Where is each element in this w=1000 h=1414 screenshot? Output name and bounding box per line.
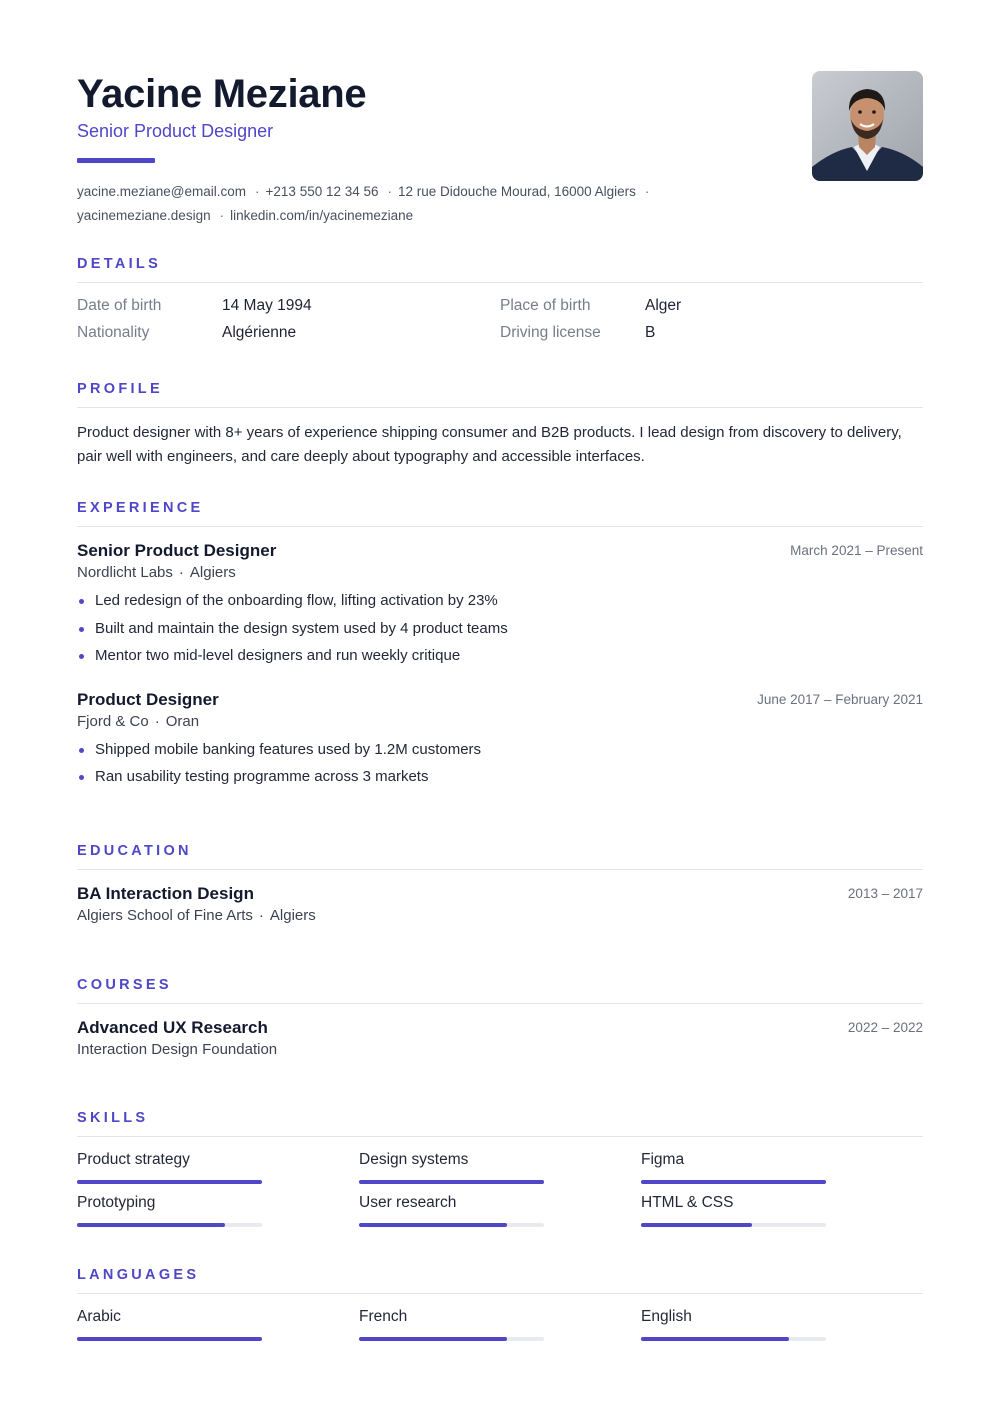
list-item xyxy=(77,615,923,643)
contact-linkedin[interactable]: linkedin.com/in/yacinemeziane xyxy=(230,208,414,223)
list-item xyxy=(77,587,923,615)
detail-label-dob: Date of birth xyxy=(77,297,162,314)
section-divider xyxy=(77,526,923,527)
job-org xyxy=(77,564,923,581)
course-provider: Interaction Design Foundation xyxy=(77,1041,278,1058)
resume-page xyxy=(77,0,923,1414)
language-level-fill xyxy=(77,1337,262,1341)
courses-heading: COURSES xyxy=(77,977,172,993)
skill-item xyxy=(641,1151,826,1169)
school-location: Algiers xyxy=(269,907,316,924)
skill-item xyxy=(77,1194,262,1212)
skill-name: Product strategy xyxy=(77,1151,190,1168)
job-dates: March 2021 – Present xyxy=(790,543,923,558)
course-dates: 2022 – 2022 xyxy=(847,1020,923,1035)
skill-level-track xyxy=(359,1223,544,1227)
skill-name: Design systems xyxy=(359,1151,469,1168)
skill-item xyxy=(359,1151,544,1169)
experience-entry xyxy=(77,541,923,670)
skill-level-fill xyxy=(77,1180,262,1184)
profile-photo-image xyxy=(812,71,923,181)
detail-value-license: B xyxy=(645,324,656,341)
contact-email[interactable]: yacine.meziane@email.com xyxy=(77,184,247,199)
job-org xyxy=(77,713,923,730)
job-location: Algiers xyxy=(189,564,236,581)
title-accent-rule xyxy=(77,158,155,163)
language-level-track xyxy=(77,1337,262,1341)
bullet-dot-icon xyxy=(79,654,84,659)
languages-heading: LANGUAGES xyxy=(77,1267,200,1283)
section-divider xyxy=(77,282,923,283)
school-name: Algiers School of Fine Arts xyxy=(77,907,253,924)
bullet-dot-icon xyxy=(79,627,84,632)
bullet-text: Ran usability testing programme across 3 markets xyxy=(95,768,429,785)
job-company: Fjord & Co xyxy=(77,712,149,730)
language-level-fill xyxy=(641,1337,789,1341)
job-role: Product Designer xyxy=(77,689,219,709)
contact-address: 12 rue Didouche Mourad, 16000 Algiers xyxy=(398,184,636,199)
org-separator: · xyxy=(154,712,160,730)
contact-phone[interactable]: +213 550 12 34 56 xyxy=(265,184,379,199)
skill-level-fill xyxy=(359,1223,507,1227)
bullet-text: Shipped mobile banking features used by 1.2M customers xyxy=(95,740,482,758)
language-level-fill xyxy=(359,1337,507,1341)
job-location: Oran xyxy=(165,712,200,730)
contact-separator: · xyxy=(219,208,225,223)
list-item xyxy=(77,736,923,764)
job-bullets xyxy=(77,736,923,791)
contact-website[interactable]: yacinemeziane.design xyxy=(77,208,211,223)
detail-value-nationality: Algérienne xyxy=(222,324,297,341)
contact-separator: · xyxy=(387,184,393,199)
profile-section xyxy=(77,381,923,469)
contact-separator: · xyxy=(255,184,260,199)
job-company: Nordlicht Labs xyxy=(77,564,173,581)
language-name: English xyxy=(641,1308,692,1325)
details-heading: DETAILS xyxy=(77,256,162,272)
skill-level-track xyxy=(641,1180,826,1184)
skill-name: HTML & CSS xyxy=(641,1194,734,1211)
experience-section xyxy=(77,500,923,791)
section-divider xyxy=(77,869,923,870)
education-dates: 2013 – 2017 xyxy=(847,886,923,901)
candidate-name: Yacine Meziane xyxy=(77,72,367,116)
detail-label-pob: Place of birth xyxy=(500,297,591,314)
detail-value-pob: Alger xyxy=(645,297,682,314)
contact-line xyxy=(77,180,717,228)
section-divider xyxy=(77,407,923,408)
language-level-track xyxy=(359,1337,544,1341)
education-org xyxy=(77,907,923,924)
bullet-text: Mentor two mid-level designers and run weekly critique xyxy=(95,647,461,664)
language-item xyxy=(641,1308,826,1326)
languages-grid xyxy=(77,1308,923,1358)
section-divider xyxy=(77,1293,923,1294)
skill-name: Prototyping xyxy=(77,1194,156,1211)
profile-summary: Product designer with 8+ years of experience shipping consumer and B2B products. I lead design from discovery to delivery, pair well with engineers, and care deeply about typography and accessible interfaces. xyxy=(77,424,902,465)
details-grid xyxy=(77,297,923,357)
skill-name: Figma xyxy=(641,1151,685,1168)
skill-level-track xyxy=(641,1223,826,1227)
bullet-dot-icon xyxy=(79,748,84,753)
contact-separator: · xyxy=(644,184,650,199)
skills-heading: SKILLS xyxy=(77,1110,149,1126)
degree-name: BA Interaction Design xyxy=(77,884,254,903)
detail-label-nationality: Nationality xyxy=(77,324,150,341)
candidate-title: Senior Product Designer xyxy=(77,121,274,141)
courses-section xyxy=(77,977,923,1058)
skill-name: User research xyxy=(359,1194,457,1211)
list-item xyxy=(77,642,923,670)
detail-label-license: Driving license xyxy=(500,324,601,341)
language-item xyxy=(359,1308,544,1326)
experience-heading: EXPERIENCE xyxy=(77,500,204,516)
section-divider xyxy=(77,1003,923,1004)
job-role: Senior Product Designer xyxy=(77,541,277,560)
org-separator: · xyxy=(258,907,264,924)
language-item xyxy=(77,1308,262,1326)
education-section xyxy=(77,843,923,924)
details-section xyxy=(77,256,923,357)
skill-level-track xyxy=(77,1223,262,1227)
org-separator: · xyxy=(178,564,184,581)
bullet-dot-icon xyxy=(79,599,84,604)
language-name: French xyxy=(359,1308,408,1325)
experience-entry xyxy=(77,690,923,791)
detail-value-dob: 14 May 1994 xyxy=(222,297,312,314)
language-name: Arabic xyxy=(77,1308,121,1325)
education-entry xyxy=(77,884,923,924)
skill-level-fill xyxy=(641,1223,752,1227)
skill-level-fill xyxy=(77,1223,225,1227)
skill-level-track xyxy=(77,1180,262,1184)
profile-photo xyxy=(812,71,923,181)
skill-item xyxy=(77,1151,262,1169)
job-bullets xyxy=(77,587,923,670)
bullet-dot-icon xyxy=(79,775,84,780)
skill-level-fill xyxy=(641,1180,826,1184)
job-dates: June 2017 – February 2021 xyxy=(757,691,923,707)
section-divider xyxy=(77,1136,923,1137)
skills-grid xyxy=(77,1151,923,1241)
skill-level-fill xyxy=(359,1180,544,1184)
course-name: Advanced UX Research xyxy=(77,1018,268,1037)
skill-item xyxy=(359,1194,544,1212)
list-item xyxy=(77,763,923,791)
bullet-text: Led redesign of the onboarding flow, lifting activation by 23% xyxy=(95,592,498,609)
skill-item xyxy=(641,1194,826,1212)
skills-section xyxy=(77,1110,923,1241)
language-level-track xyxy=(641,1337,826,1341)
bullet-text: Built and maintain the design system used by 4 product teams xyxy=(95,619,508,637)
skill-level-track xyxy=(359,1180,544,1184)
profile-heading: PROFILE xyxy=(77,381,163,397)
course-entry xyxy=(77,1018,923,1058)
languages-section xyxy=(77,1267,923,1358)
education-heading: EDUCATION xyxy=(77,843,192,859)
